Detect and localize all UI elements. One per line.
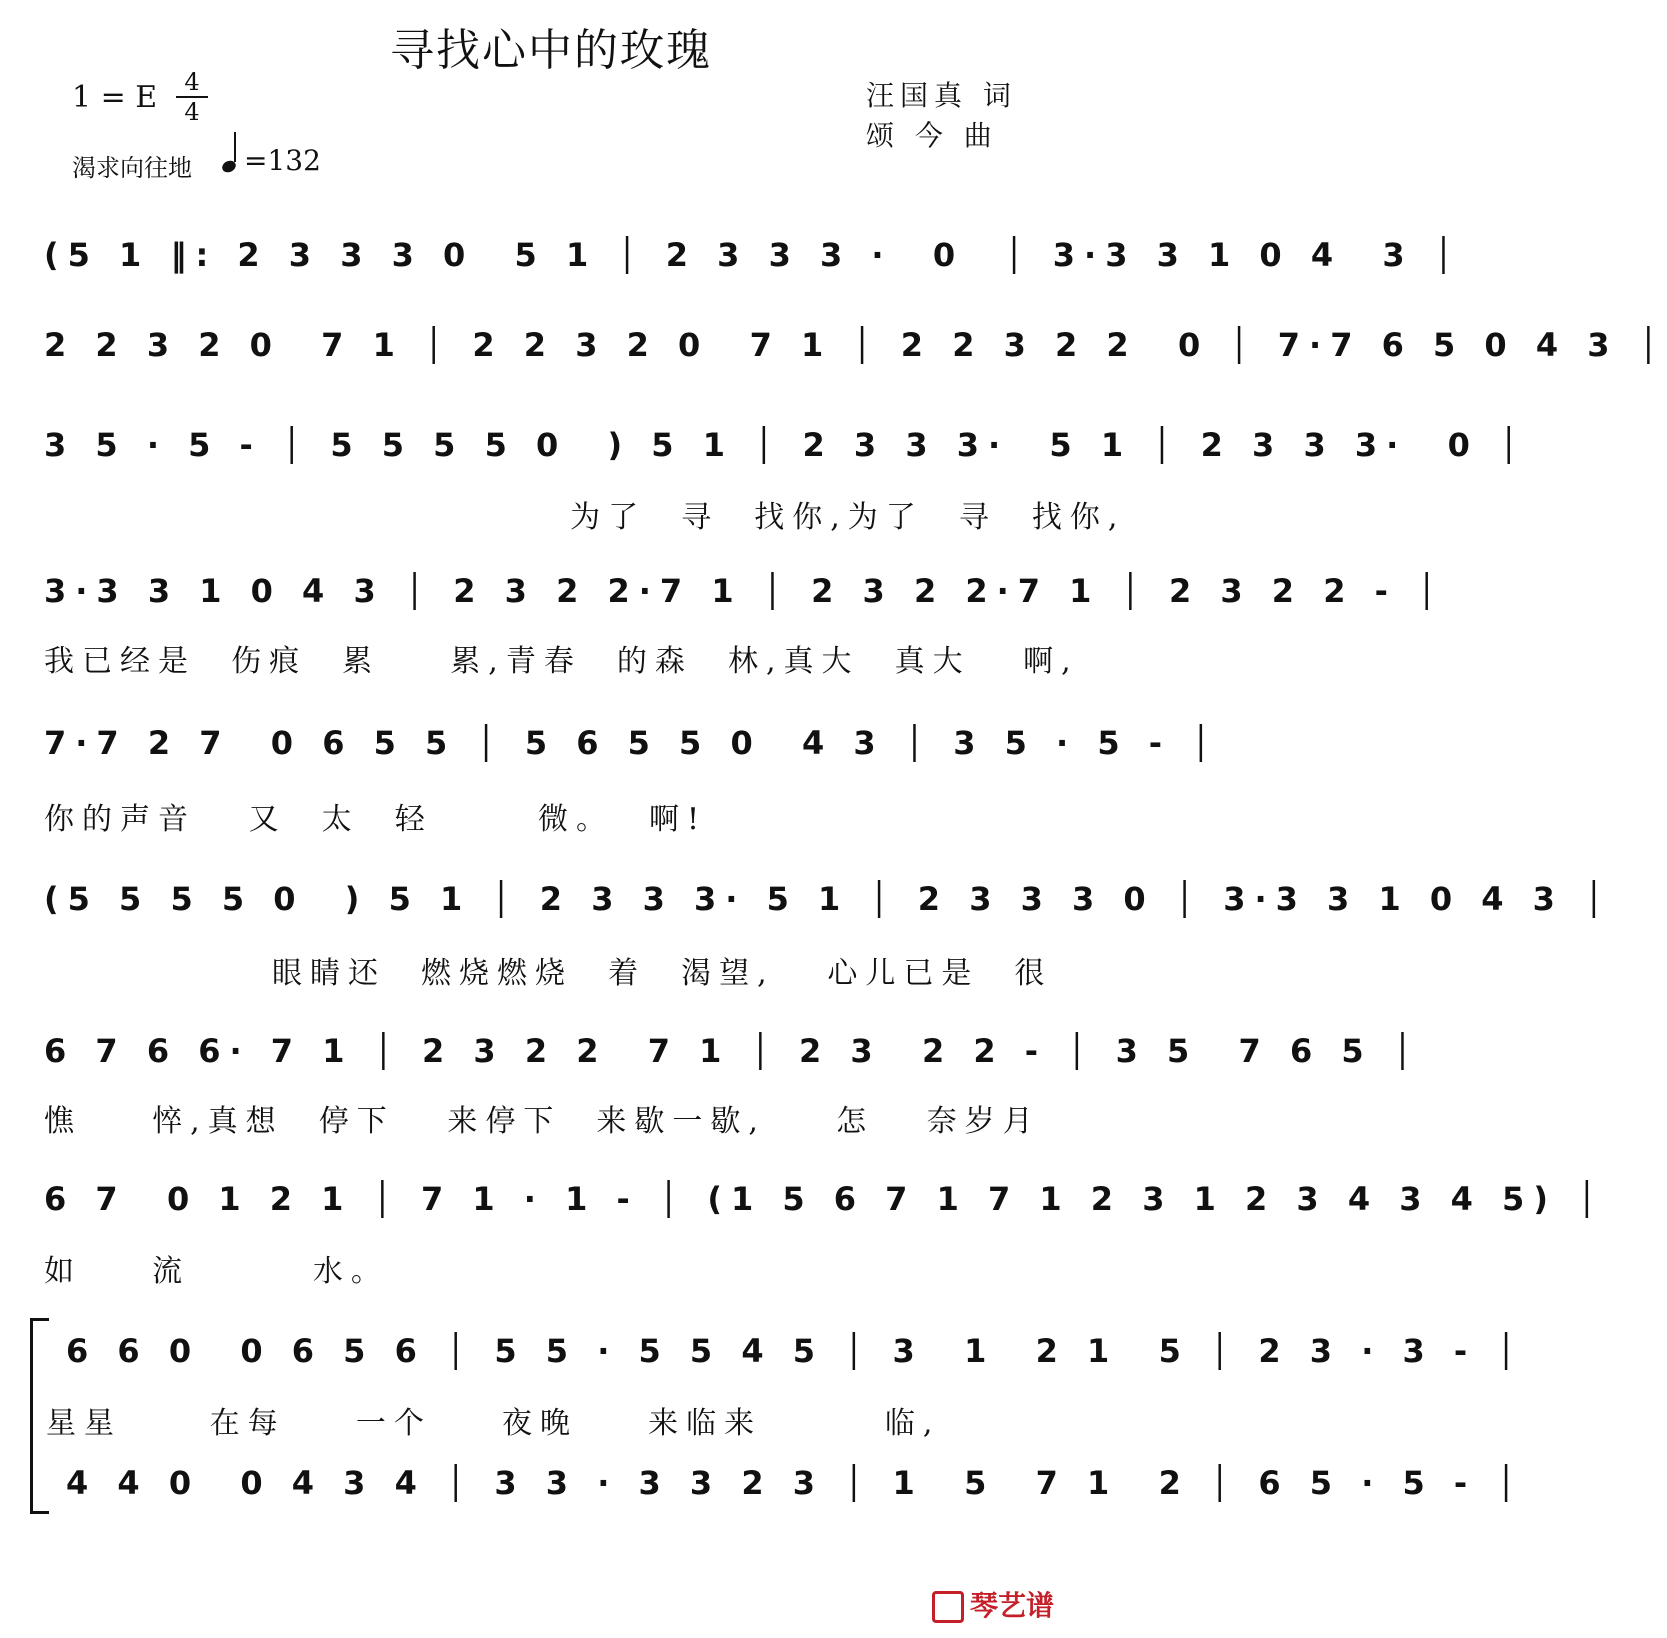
- watermark-text: 琴艺谱: [970, 1589, 1055, 1622]
- time-signature: [176, 70, 208, 124]
- meter-top: 4: [184, 68, 200, 96]
- notes-line: (5 1 ‖: 2 3 3 3 0 5 1 │ 2 3 3 3 · 0 │ 3·3 3 1 0 4 3 │: [44, 236, 1463, 274]
- notes-line: 7·7 2 7 0 6 5 5 │ 5 6 5 5 0 4 3 │ 3 5 · 5 - │: [44, 724, 1220, 762]
- notes-line: 6 6 0 0 6 5 6 │ 5 5 · 5 5 4 5 │ 3 1 2 1 5 │ 2 3 · 3 - │: [66, 1332, 1525, 1370]
- notes-line: 6 7 0 1 2 1 │ 7 1 · 1 - │ (1 5 6 7 1 7 1 2 3 1 2 3 4 3 4 5) │: [44, 1180, 1606, 1218]
- notes-line: (5 5 5 5 0 ) 5 1 │ 2 3 3 3· 5 1 │ 2 3 3 3 0 │ 3·3 3 1 0 4 3 │: [44, 880, 1613, 918]
- song-title: 寻找心中的玫瑰: [390, 25, 712, 76]
- lyricist-credit: 汪国真 词: [866, 79, 1017, 112]
- lyrics-line: 你的声音 又 太 轻 微。 啊!: [44, 802, 708, 837]
- notes-line: 3·3 3 1 0 4 3 │ 2 3 2 2·7 1 │ 2 3 2 2·7 1 │ 2 3 2 2 - │: [44, 572, 1446, 610]
- note-stem: [234, 132, 236, 162]
- meter-bottom: 4: [184, 98, 200, 126]
- composer-credit: 颂 今 曲: [866, 119, 998, 152]
- lyrics-line: 如 流 水。: [44, 1254, 389, 1289]
- lyrics-line: 为了 寻 找你,为了 寻 找你,: [44, 500, 1126, 535]
- lyrics-line: 憔 悴,真想 停下 来停下 来歇一歇, 怎 奈岁月: [44, 1104, 1041, 1139]
- logo-icon: [932, 1591, 964, 1623]
- notes-line: 3 5 · 5 - │ 5 5 5 5 0 ) 5 1 │ 2 3 3 3· 5 1 │ 2 3 3 3· 0 │: [44, 426, 1528, 464]
- notes-line: 2 2 3 2 0 7 1 │ 2 2 3 2 0 7 1 │ 2 2 3 2 2 0 │ 7·7 6 5 0 4 3 │: [44, 326, 1667, 364]
- notes-line: 4 4 0 0 4 3 4 │ 3 3 · 3 3 2 3 │ 1 5 7 1 2 │ 6 5 · 5 - │: [66, 1464, 1525, 1502]
- lyrics-line: 我已经是 伤痕 累 累,青春 的森 林,真大 真大 啊,: [44, 644, 1079, 679]
- notes-line: 6 7 6 6· 7 1 │ 2 3 2 2 7 1 │ 2 3 2 2 - │ 3 5 7 6 5 │: [44, 1032, 1422, 1070]
- lyrics-line: 星星 在每 一个 夜晚 来临来 临,: [46, 1406, 941, 1441]
- performance-mood: 渴求向往地: [72, 154, 192, 182]
- tempo-value: =132: [244, 144, 321, 177]
- lyrics-line: 眼睛还 燃烧燃烧 着 渴望, 心儿已是 很: [44, 956, 1053, 991]
- tempo-marking: [222, 140, 321, 177]
- site-watermark: [932, 1584, 1054, 1624]
- key-signature: 1 = E: [72, 80, 158, 115]
